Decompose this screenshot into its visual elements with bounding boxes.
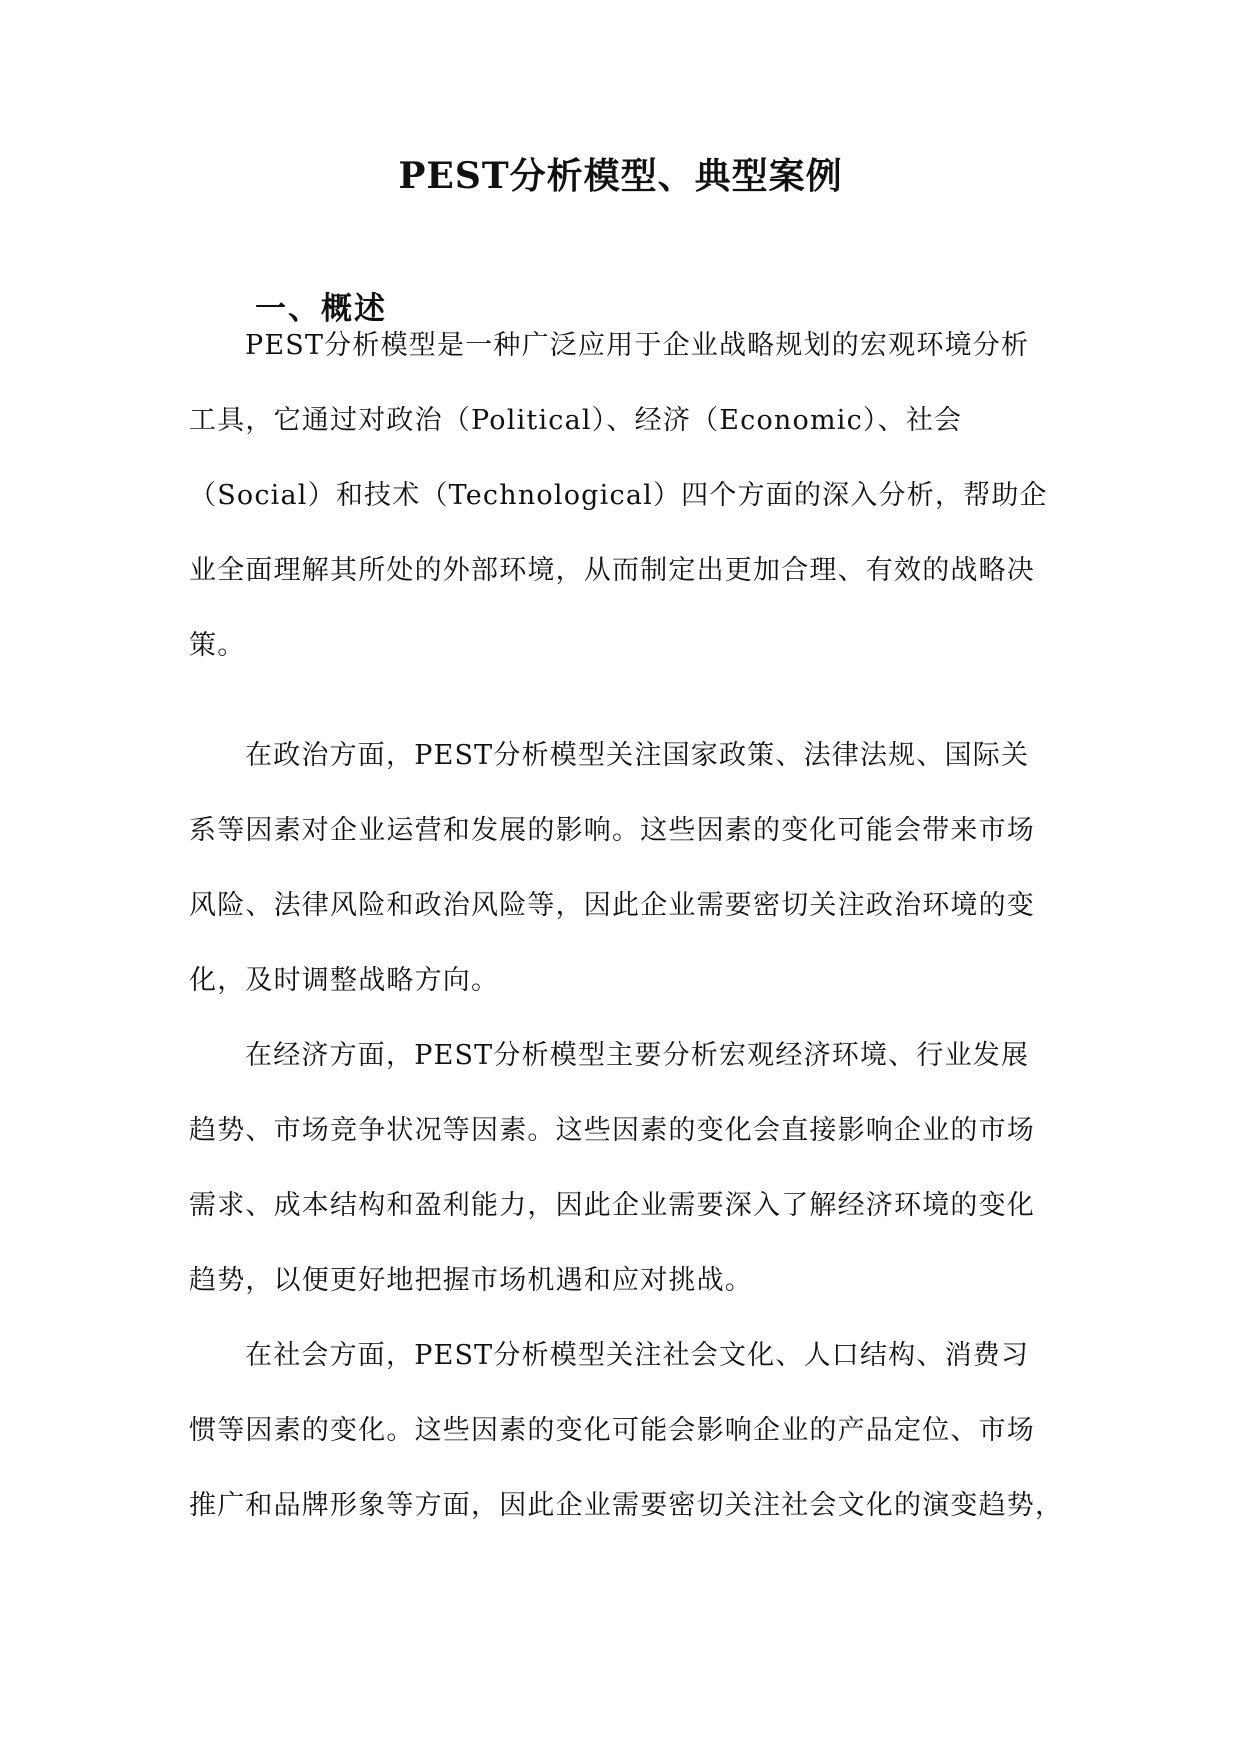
paragraph-political xyxy=(189,718,1049,1018)
paragraph-line: 在政治方面，PEST分析模型关注国家政策、法律法规、国际关 xyxy=(245,740,1030,771)
section-heading: 一、概述 xyxy=(255,291,387,327)
paragraph-line: 推广和品牌形象等方面，因此企业需要密切关注社会文化的演变趋势， xyxy=(189,1490,1064,1521)
paragraph-line: 惯等因素的变化。这些因素的变化可能会影响企业的产品定位、市场 xyxy=(189,1415,1035,1446)
paragraph-line: 系等因素对企业运营和发展的影响。这些因素的变化可能会带来市场 xyxy=(189,815,1035,846)
paragraph-line: 需求、成本结构和盈利能力，因此企业需要深入了解经济环境的变化 xyxy=(189,1190,1035,1221)
paragraph-line: 趋势、市场竞争状况等因素。这些因素的变化会直接影响企业的市场 xyxy=(189,1115,1035,1146)
paragraph-line: 业全面理解其所处的外部环境，从而制定出更加合理、有效的战略决 xyxy=(189,555,1035,586)
paragraph-line: 风险、法律风险和政治风险等，因此企业需要密切关注政治环境的变 xyxy=(189,890,1035,921)
paragraph-overview xyxy=(189,308,1049,683)
paragraph-line: 在社会方面，PEST分析模型关注社会文化、人口结构、消费习 xyxy=(245,1340,1030,1371)
paragraph-line: 工具，它通过对政治（Political）、经济（Economic）、社会 xyxy=(189,405,963,436)
paragraph-line: 化，及时调整战略方向。 xyxy=(189,965,500,996)
paragraph-social xyxy=(189,1318,1064,1543)
paragraph-line: 在经济方面，PEST分析模型主要分析宏观经济环境、行业发展 xyxy=(245,1040,1030,1071)
document-title: PEST分析模型、典型案例 xyxy=(398,155,843,197)
paragraph-line: （Social）和技术（Technological）四个方面的深入分析，帮助企 xyxy=(189,480,1048,511)
paragraph-line: PEST分析模型是一种广泛应用于企业战略规划的宏观环境分析 xyxy=(245,330,1030,361)
paragraph-line: 趋势，以便更好地把握市场机遇和应对挑战。 xyxy=(189,1265,753,1296)
paragraph-economic xyxy=(189,1018,1049,1318)
paragraph-line: 策。 xyxy=(189,630,246,661)
